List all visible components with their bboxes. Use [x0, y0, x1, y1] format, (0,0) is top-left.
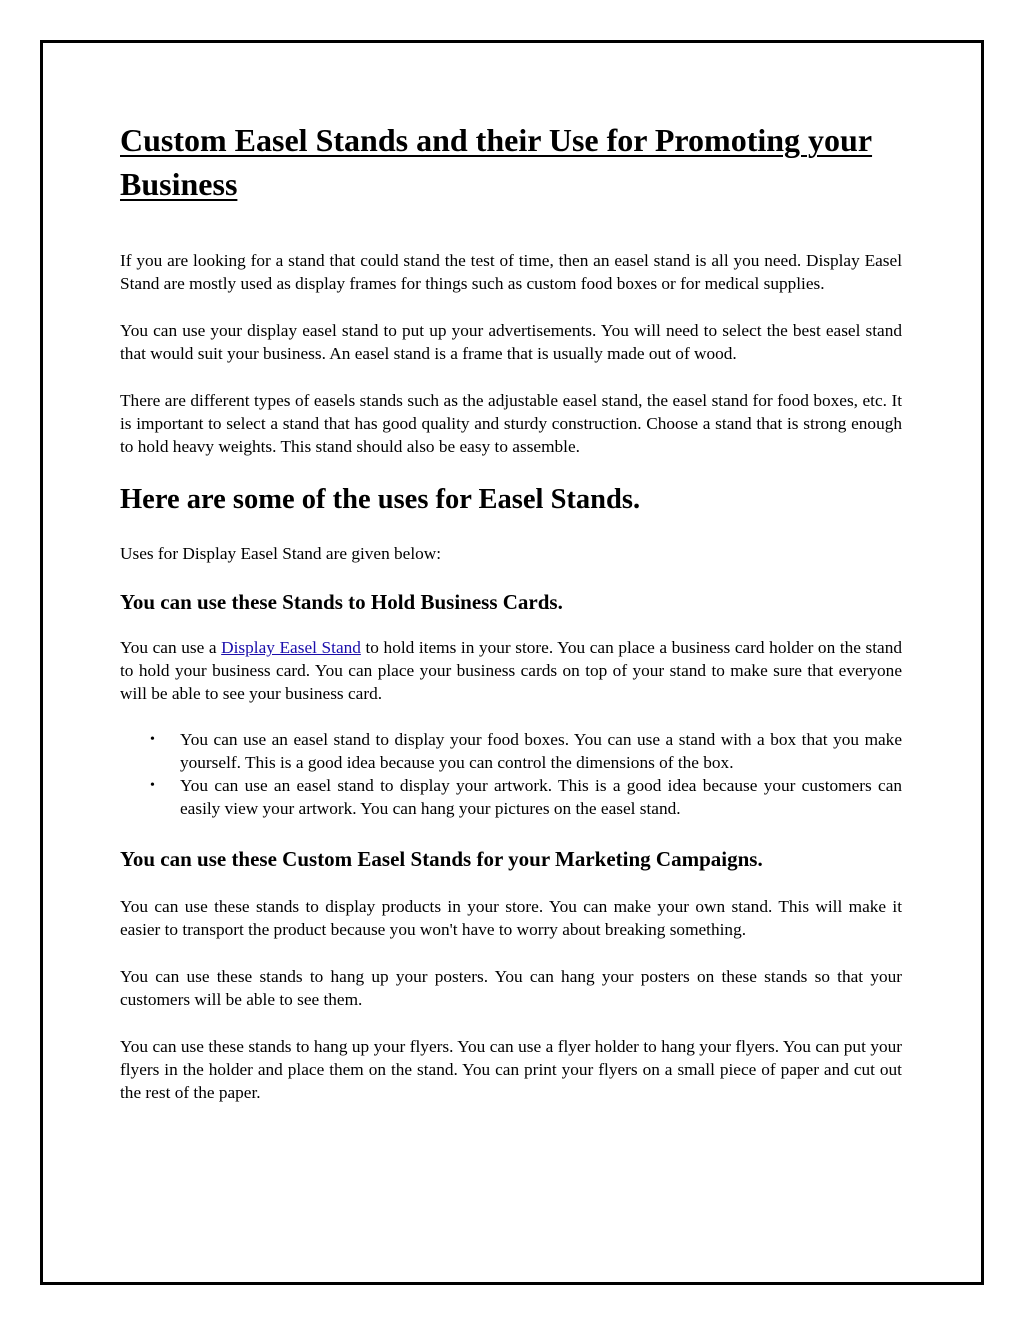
list-item-text: You can use an easel stand to display your artwork. This is a good idea because your customers can easily view your artwork. You can hang your pictures on the easel stand. — [180, 776, 902, 818]
intro-paragraph-2: You can use your display easel stand to put up your advertisements. You will need to select the best easel stand that would suit your business. An easel stand is a frame that is usually made out of wood. — [120, 321, 902, 363]
display-easel-stand-link[interactable]: Display Easel Stand — [221, 638, 361, 657]
intro-paragraph-3: There are different types of easels stands such as the adjustable easel stand, the easel stand for food boxes, etc. It is important to select a stand that has good quality and sturdy construction. Choose a stand that is strong enough to hold heavy weights. This stand should also be easy to assemble. — [120, 391, 902, 456]
document-title: Custom Easel Stands and their Use for Promoting your Business — [120, 122, 873, 202]
subsection-heading-marketing-campaigns: You can use these Custom Easel Stands for your Marketing Campaigns. — [120, 847, 763, 871]
list-item — [120, 774, 902, 820]
paragraph-text-after-link: to hold items in your store. You can place a business card holder on the stand to hold your business card. You can place your business cards on top of your stand to make sure that everyone will be able to see your business card. — [120, 638, 903, 703]
marketing-paragraph-3: You can use these stands to hang up your flyers. You can use a flyer holder to hang your flyers. You can put your flyers in the holder and place them on the stand. You can print your flyers on a small piece of paper and cut out the rest of the paper. — [120, 1037, 902, 1102]
list-item-text: You can use an easel stand to display your food boxes. You can use a stand with a box that you make yourself. This is a good idea because you can control the dimensions of the box. — [180, 730, 902, 772]
subsection-heading-business-cards: You can use these Stands to Hold Business Cards. — [120, 590, 563, 614]
paragraph-text-before-link: You can use a — [120, 638, 222, 657]
marketing-paragraph-1: You can use these stands to display products in your store. You can make your own stand. This will make it easier to transport the product because you won't have to worry about breaking something. — [120, 897, 902, 939]
list-item — [120, 728, 902, 774]
section-intro: Uses for Display Easel Stand are given below: — [120, 544, 442, 563]
bullet-icon: • — [150, 732, 155, 747]
bullet-icon: • — [150, 778, 155, 793]
business-cards-paragraph — [120, 636, 902, 705]
intro-paragraph-1: If you are looking for a stand that could stand the test of time, then an easel stand is all you need. Display Easel Stand are mostly used as display frames for things such as custom food boxes or for medical supplies. — [120, 251, 902, 293]
bullet-list — [120, 728, 902, 820]
marketing-paragraph-2: You can use these stands to hang up your posters. You can hang your posters on these stands so that your customers will be able to see them. — [120, 967, 902, 1009]
document-body — [120, 118, 902, 1104]
section-heading: Here are some of the uses for Easel Stands. — [120, 484, 641, 515]
